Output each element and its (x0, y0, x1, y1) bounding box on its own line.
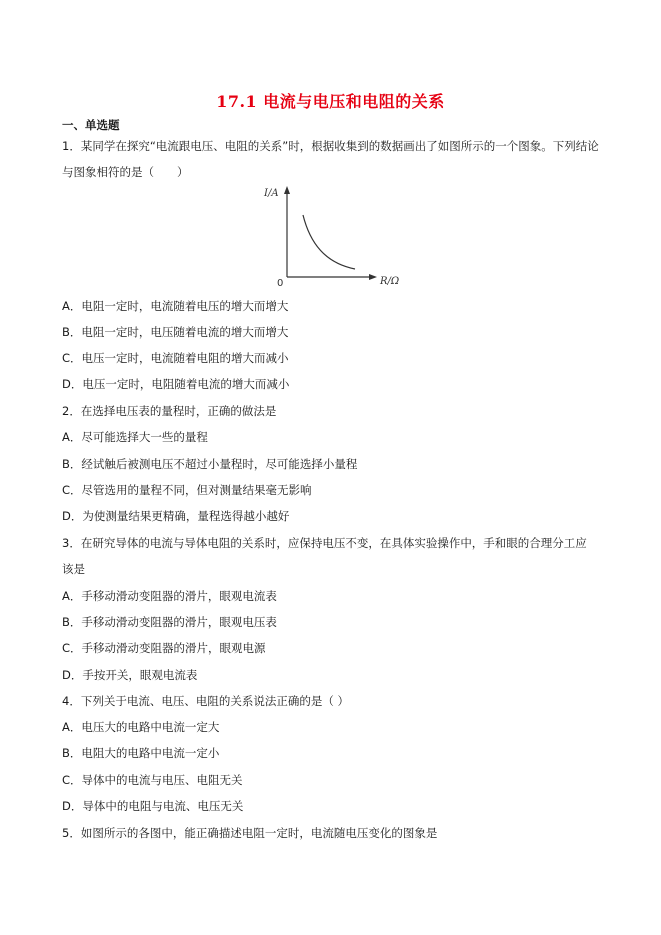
q4-option-b: B．电阻大的电路中电流一定小 (62, 746, 220, 760)
q3-option-d: D．手按开关，眼观电流表 (62, 668, 198, 682)
q4-option-d: D．导体中的电阻与电流、电压无关 (62, 799, 244, 813)
q3-stem-line-2: 该是 (62, 562, 85, 576)
graph-curve (303, 215, 355, 269)
q3-stem-line-1: 3．在研究导体的电流与导体电阻的关系时，应保持电压不变，在具体实验操作中，手和眼的合理分工应 (62, 536, 587, 550)
graph-origin-label: 0 (277, 278, 284, 287)
q2-option-c: C．尽管选用的量程不同，但对测量结果毫无影响 (62, 483, 312, 497)
q4-option-a: A．电压大的电路中电流一定大 (62, 720, 220, 734)
q1-option-d: D．电压一定时，电阻随着电流的增大而减小 (62, 377, 290, 391)
q2-option-b: B．经试触后被测电压不超过小量程时，尽可能选择小量程 (62, 457, 358, 471)
graph-y-arrow (284, 186, 290, 194)
q5-stem: 5．如图所示的各图中，能正确描述电阻一定时，电流随电压变化的图象是 (62, 826, 438, 840)
graph-x-arrow (369, 274, 377, 280)
q1-option-b: B．电阻一定时，电压随着电流的增大而增大 (62, 325, 289, 339)
q2-stem: 2．在选择电压表的量程时，正确的做法是 (62, 404, 277, 418)
q4-option-c: C．导体中的电流与电压、电阻无关 (62, 773, 243, 787)
graph-y-label: I/A (264, 188, 279, 199)
q1-option-a: A．电阻一定时，电流随着电压的增大而增大 (62, 299, 289, 313)
q1-stem-line-1: 1．某同学在探究“电流跟电压、电阻的关系”时，根据收集到的数据画出了如图所示的一个图象。下列结论 (62, 139, 599, 153)
q2-option-a: A．尽可能选择大一些的量程 (62, 430, 208, 444)
q3-option-a: A．手移动滑动变阻器的滑片，眼观电流表 (62, 589, 277, 603)
q4-stem: 4．下列关于电流、电压、电阻的关系说法正确的是（ ） (62, 694, 349, 708)
q2-option-d: D．为使测量结果更精确，量程选得越小越好 (62, 509, 290, 523)
q1-stem-line-2: 与图象相符的是（ ） (62, 165, 189, 179)
q1-option-c: C．电压一定时，电流随着电阻的增大而减小 (62, 351, 289, 365)
q3-option-b: B．手移动滑动变阻器的滑片，眼观电压表 (62, 615, 277, 629)
graph-x-label: R/Ω (380, 276, 400, 287)
section-heading: 一、单选题 (62, 118, 120, 132)
current-resistance-graph (250, 183, 410, 287)
q3-option-c: C．手移动滑动变阻器的滑片，眼观电源 (62, 641, 266, 655)
page-title: 17.1 电流与电压和电阻的关系 (216, 92, 445, 111)
